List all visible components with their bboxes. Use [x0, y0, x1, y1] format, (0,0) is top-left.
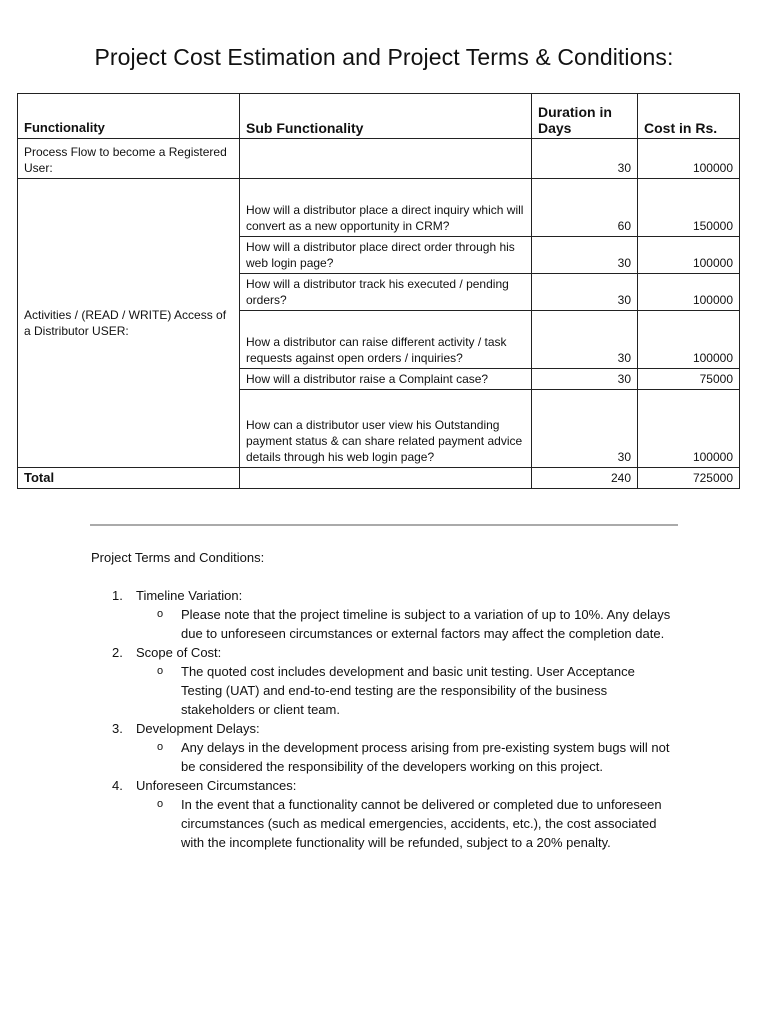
bullet-circle-icon: o: [157, 741, 164, 753]
term-item: [112, 643, 692, 719]
sub-functionality-cell: How a distributor can raise different activity / task requests against open orders / inquiries?: [240, 311, 532, 369]
divider-line: [90, 524, 678, 526]
term-label: Development Delays:: [136, 721, 260, 736]
bullet-circle-icon: o: [157, 608, 164, 620]
cost-cell: 100000: [638, 237, 740, 274]
term-item: [112, 586, 692, 643]
header-functionality: Functionality: [18, 94, 240, 139]
duration-cell: 30: [532, 369, 638, 390]
functionality-cell: Activities / (READ / WRITE) Access of a Distributor USER:: [18, 179, 240, 468]
duration-cell: 30: [532, 237, 638, 274]
duration-cell: 30: [532, 311, 638, 369]
page-title: Project Cost Estimation and Project Terms & Conditions:: [94, 44, 674, 70]
total-label: Total: [18, 468, 240, 489]
duration-cell: 30: [532, 274, 638, 311]
term-text: Any delays in the development process arising from pre-existing system bugs will not be considered the responsibility of the developers working on this project.: [181, 740, 670, 774]
term-number: 3.: [112, 721, 123, 736]
term-label: Timeline Variation:: [136, 588, 243, 603]
term-number: 4.: [112, 778, 123, 793]
sub-functionality-cell: How will a distributor track his executed / pending orders?: [240, 274, 532, 311]
sub-functionality-cell: How will a distributor place direct order through his web login page?: [240, 237, 532, 274]
table-header-row: [18, 94, 740, 139]
cost-cell: 100000: [638, 274, 740, 311]
cost-cell: 75000: [638, 369, 740, 390]
table-total-row: [18, 468, 740, 489]
cost-table: [17, 93, 740, 489]
header-sub-functionality: Sub Functionality: [240, 94, 532, 139]
table-row: [18, 139, 740, 179]
functionality-cell: Process Flow to become a Registered User:: [18, 139, 240, 179]
total-cost: 725000: [638, 468, 740, 489]
sub-functionality-cell: How will a distributor place a direct inquiry which will convert as a new opportunity in CRM?: [240, 179, 532, 237]
terms-list: [112, 586, 692, 852]
cost-cell: 100000: [638, 139, 740, 179]
cost-cell: 100000: [638, 390, 740, 468]
sub-functionality-cell: How can a distributor user view his Outstanding payment status & can share related payment advice details through his web login page?: [240, 390, 532, 468]
total-duration: 240: [532, 468, 638, 489]
term-item: [112, 719, 692, 776]
sub-functionality-cell: [240, 139, 532, 179]
duration-cell: 60: [532, 179, 638, 237]
table-row: [18, 179, 740, 237]
cost-cell: 150000: [638, 179, 740, 237]
bullet-circle-icon: o: [157, 665, 164, 677]
duration-cell: 30: [532, 139, 638, 179]
sub-functionality-cell: How will a distributor raise a Complaint case?: [240, 369, 532, 390]
cost-cell: 100000: [638, 311, 740, 369]
total-empty-cell: [240, 468, 532, 489]
term-item: [112, 776, 692, 852]
header-cost: Cost in Rs.: [638, 94, 740, 139]
term-label: Unforeseen Circumstances:: [136, 778, 297, 793]
term-label: Scope of Cost:: [136, 645, 222, 660]
term-text: The quoted cost includes development and basic unit testing. User Acceptance Testing (UAT) and end-to-end testing are the responsibility of the business stakeholders or client team.: [181, 664, 635, 717]
terms-title: Project Terms and Conditions:: [91, 550, 265, 565]
term-text: In the event that a functionality cannot be delivered or completed due to unforeseen circumstances (such as medical emergencies, accidents, etc.), the cost associated with the incomplete functionality will be refunded, subject to a 20% penalty.: [181, 797, 662, 850]
header-duration: Duration in Days: [532, 94, 638, 139]
duration-cell: 30: [532, 390, 638, 468]
term-number: 2.: [112, 645, 123, 660]
term-text: Please note that the project timeline is subject to a variation of up to 10%. Any delays due to unforeseen circumstances or external factors may affect the completion date.: [181, 607, 671, 641]
term-number: 1.: [112, 588, 123, 603]
bullet-circle-icon: o: [157, 798, 164, 810]
